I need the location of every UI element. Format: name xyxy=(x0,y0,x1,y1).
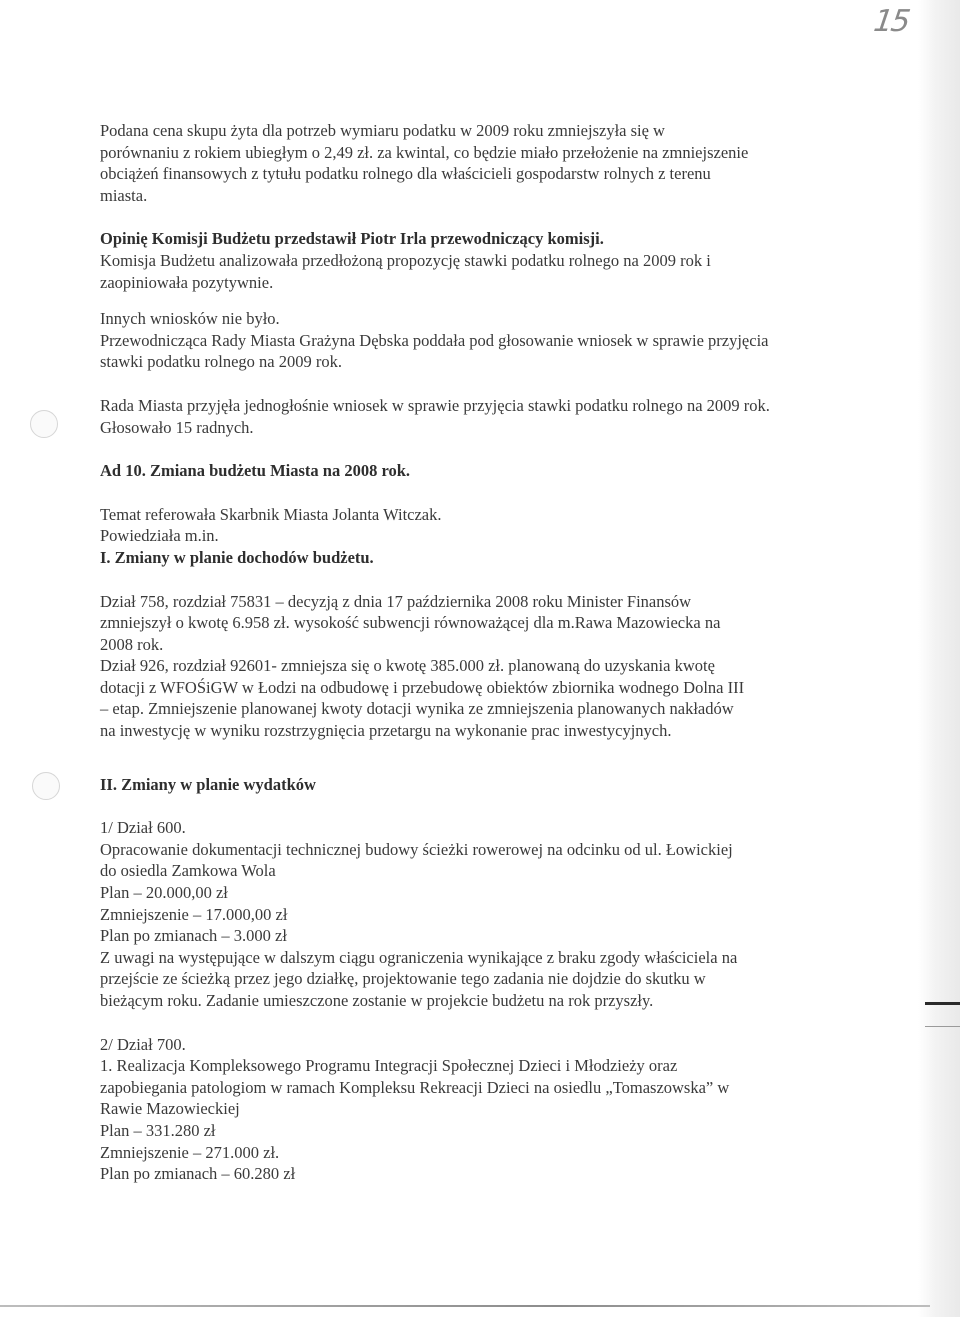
document-body xyxy=(100,120,890,1185)
page-edge-shadow xyxy=(918,0,960,1317)
section-heading-expenses: II. Zmiany w planie wydatków xyxy=(100,774,316,794)
punch-hole xyxy=(32,772,60,800)
text-line: Opracowanie dokumentacji technicznej budowy ścieżki rowerowej na odcinku od ul. Łowickiej xyxy=(100,839,733,859)
text-line: zaopiniowała pozytywnie. xyxy=(100,272,274,292)
text-line: Rada Miasta przyjęła jednogłośnie wniosek w sprawie przyjęcia stawki podatku rolnego na 2009 rok. xyxy=(100,395,770,415)
text-line: – etap. Zmniejszenie planowanej kwoty dotacji wynika ze zmniejszenia planowanych nakładów xyxy=(100,699,734,719)
text-line: Plan – 331.280 zł xyxy=(100,1120,216,1140)
text-line: bieżącym roku. Zadanie umieszczone zostanie w projekcie budżetu na rok przyszły. xyxy=(100,991,654,1010)
text-line: Innych wniosków nie było. xyxy=(100,309,280,329)
text-line: do osiedla Zamkowa Wola xyxy=(100,861,276,881)
text-line: Powiedziała m.in. xyxy=(100,526,219,546)
paragraph-rye-price xyxy=(100,120,890,206)
scan-artifact-line xyxy=(925,1002,960,1005)
punch-hole xyxy=(30,410,58,438)
text-line: Komisja Budżetu analizowała przedłożoną propozycję stawki podatku rolnego na 2009 rok i xyxy=(100,250,711,270)
text-line: Plan – 20.000,00 zł xyxy=(100,883,228,903)
text-line: Rawie Mazowieckiej xyxy=(100,1099,240,1119)
scan-artifact-line xyxy=(925,1026,960,1027)
text-line: Przewodnicząca Rady Miasta Grażyna Dębska poddała pod głosowanie wniosek w sprawie przyjęcia xyxy=(100,330,769,350)
text-line: przejście ze ścieżką przez jego działkę, projektowanie tego zadania nie dojdzie do skutku w xyxy=(100,969,706,989)
text-line: 2008 rok. xyxy=(100,634,164,654)
text-line: Plan po zmianach – 60.280 zł xyxy=(100,1164,296,1184)
text-line: 2/ Dział 700. xyxy=(100,1034,186,1054)
text-line: zapobiegania patologiom w ramach Kompleksu Rekreacji Dzieci na osiedlu „Tomaszowska” w xyxy=(100,1077,730,1097)
text-line: miasta. xyxy=(100,185,148,205)
scan-bottom-edge xyxy=(0,1305,930,1307)
text-line: Z uwagi na występujące w dalszym ciągu ograniczenia wynikające z braku zgody właściciela na xyxy=(100,947,738,967)
text-line: obciążeń finansowych z tytułu podatku rolnego dla właścicieli gospodarstw rolnych z terenu xyxy=(100,164,711,184)
text-line: Dział 926, rozdział 92601- zmniejsza się o kwotę 385.000 zł. planowaną do uzyskania kwotę xyxy=(100,656,715,676)
handwritten-page-number: 15 xyxy=(871,4,911,39)
committee-opinion-heading: Opinię Komisji Budżetu przedstawił Piotr Irla przewodniczący komisji. xyxy=(100,229,604,249)
text-line: Plan po zmianach – 3.000 zł xyxy=(100,926,287,946)
text-line: dotacji z WFOŚiGW w Łodzi na odbudowę i przebudowę obiektów zbiornika wodnego Dolna III xyxy=(100,677,745,697)
text-line: Zmniejszenie – 17.000,00 zł xyxy=(100,904,288,924)
text-line: stawki podatku rolnego na 2009 rok. xyxy=(100,352,342,372)
section-heading-revenue: I. Zmiany w planie dochodów budżetu. xyxy=(100,547,374,567)
text-line: na inwestycję w wyniku rozstrzygnięcia przetargu na wykonanie prac inwestycyjnych. xyxy=(100,721,672,741)
agenda-item-heading: Ad 10. Zmiana budżetu Miasta na 2008 rok. xyxy=(100,461,411,481)
text-line: Zmniejszenie – 271.000 zł. xyxy=(100,1142,280,1162)
text-line: Podana cena skupu żyta dla potrzeb wymiaru podatku w 2009 roku zmniejszyła się w xyxy=(100,121,665,140)
text-line: porównaniu z rokiem ubiegłym o 2,49 zł. za kwintal, co będzie miało przełożenie na zmniejszenie xyxy=(100,142,749,162)
text-line: zmniejszył o kwotę 6.958 zł. wysokość subwencji równoważącej dla m.Rawa Mazowiecka na xyxy=(100,613,721,633)
text-line: Temat referowała Skarbnik Miasta Jolanta Witczak. xyxy=(100,504,442,524)
text-line: 1. Realizacja Kompleksowego Programu Integracji Społecznej Dzieci i Młodzieży oraz xyxy=(100,1056,678,1076)
text-line: 1/ Dział 600. xyxy=(100,818,186,838)
text-line: Dział 758, rozdział 75831 – decyzją z dnia 17 października 2008 roku Minister Finansów xyxy=(100,591,692,611)
text-line: Głosowało 15 radnych. xyxy=(100,417,254,437)
